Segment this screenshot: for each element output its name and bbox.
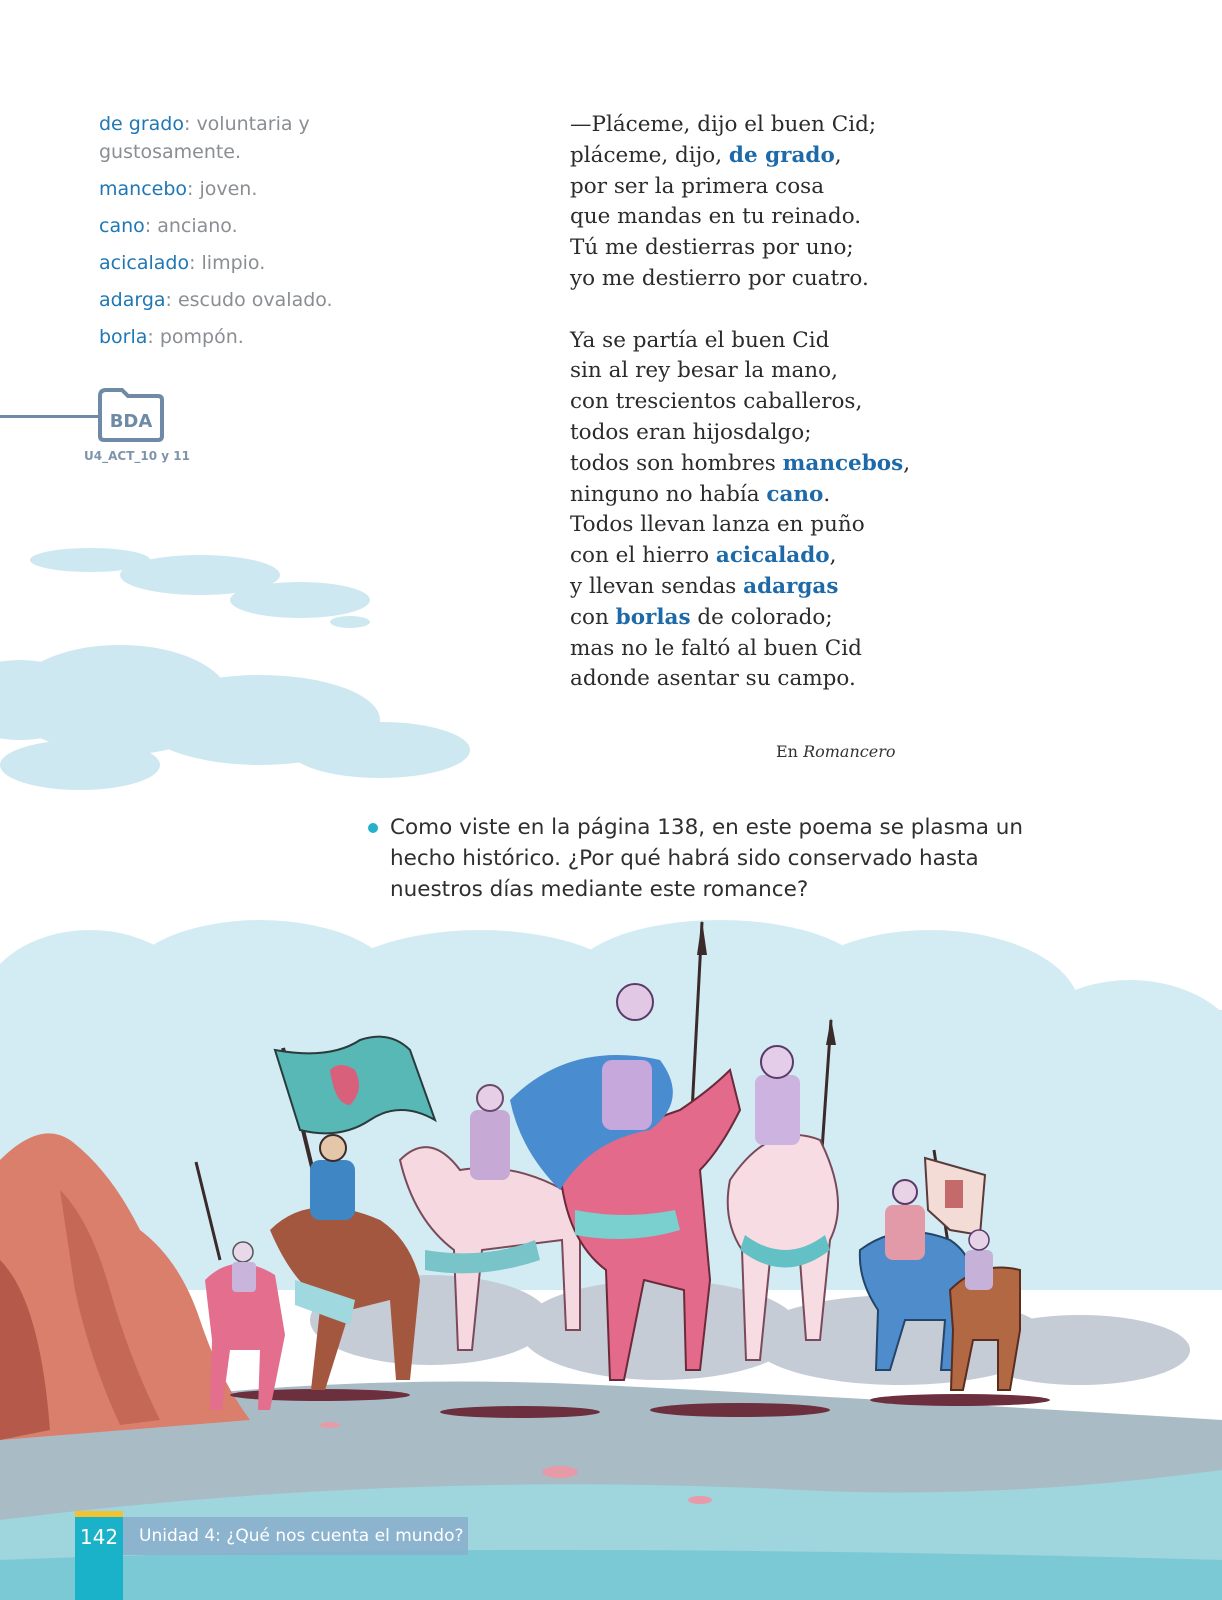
- cloud-upper-left: [30, 548, 370, 628]
- bda-connector-line: [0, 415, 100, 418]
- verse-line: [570, 603, 990, 634]
- glossary: [99, 110, 389, 360]
- glossary-definition: : escudo ovalado.: [165, 289, 333, 311]
- glossary-highlight: cano: [766, 481, 824, 507]
- bda-label: BDA: [109, 411, 153, 432]
- glossary-term: adarga: [99, 289, 166, 311]
- glossary-definition: : anciano.: [144, 215, 238, 237]
- verse-line: [570, 141, 990, 172]
- bullet-icon: [368, 823, 378, 833]
- verse-line: mas no le faltó al buen Cid: [570, 635, 862, 661]
- glossary-item: [99, 286, 389, 314]
- glossary-item: [99, 212, 389, 240]
- poem-source: [776, 742, 895, 761]
- verse-line: por ser la primera cosa: [570, 173, 825, 199]
- verse-line: con trescientos caballeros,: [570, 389, 863, 415]
- glossary-definition: : joven.: [187, 178, 258, 200]
- verse-line: Ya se partía el buen Cid: [570, 327, 830, 353]
- glossary-term: mancebo: [99, 178, 188, 200]
- verse-text: con el hierro: [570, 543, 716, 569]
- glossary-definition: : voluntaria y gustosamente.: [99, 113, 310, 163]
- bda-folder-icon[interactable]: [96, 386, 166, 444]
- verse-text: todos son hombres: [570, 450, 783, 476]
- glossary-highlight: mancebos: [782, 450, 904, 476]
- page-number: 142: [75, 1511, 123, 1600]
- source-prefix: En: [776, 742, 804, 761]
- verse-line: [570, 572, 990, 603]
- verse-text: de colorado;: [690, 604, 833, 630]
- poem-stanza-2: [570, 326, 990, 696]
- verse-line: Tú me destierras por uno;: [570, 235, 854, 261]
- verse-line: [570, 449, 990, 480]
- question-text: Como viste en la página 138, en este poema se plasma un hecho histórico. ¿Por qué habrá sido conservado hasta nuestros días mediante este romance?: [390, 815, 1024, 902]
- verse-line: que mandas en tu reinado.: [570, 204, 862, 230]
- bda-code: U4_ACT_10 y 11: [84, 449, 190, 463]
- glossary-item: [99, 175, 389, 203]
- glossary-highlight: adargas: [743, 573, 839, 599]
- ground-teal: [0, 1550, 1222, 1600]
- verse-text: ninguno no había: [570, 481, 767, 507]
- verse-text: ,: [834, 142, 842, 168]
- poem-stanza-1: [570, 110, 990, 295]
- cloud-mid-left: [0, 645, 470, 790]
- verse-line: —Pláceme, dijo el buen Cid;: [570, 112, 877, 137]
- activity-question: [368, 812, 1068, 905]
- glossary-definition: : limpio.: [189, 252, 266, 274]
- source-title: Romancero: [803, 742, 896, 761]
- verse-text: ,: [903, 450, 911, 476]
- verse-text: y llevan sendas: [570, 573, 744, 599]
- verse-line: [570, 541, 990, 572]
- glossary-highlight: borlas: [615, 604, 691, 630]
- poem: [570, 110, 990, 695]
- verse-line: Todos llevan lanza en puño: [570, 512, 865, 538]
- unit-title: Unidad 4: ¿Qué nos cuenta el mundo?: [123, 1517, 468, 1555]
- glossary-item: [99, 110, 389, 166]
- verse-text: con: [570, 604, 616, 630]
- glossary-term: cano: [99, 215, 145, 237]
- verse-line: [570, 480, 990, 511]
- glossary-term: de grado: [99, 113, 184, 135]
- verse-text: .: [823, 481, 831, 507]
- glossary-term: borla: [99, 326, 148, 348]
- verse-text: pláceme, dijo,: [570, 142, 729, 168]
- verse-line: adonde asentar su campo.: [570, 666, 856, 692]
- glossary-highlight: acicalado: [715, 543, 830, 569]
- verse-line: sin al rey besar la mano,: [570, 358, 838, 384]
- glossary-item: [99, 249, 389, 277]
- glossary-term: acicalado: [99, 252, 190, 274]
- verse-line: todos eran hijosdalgo;: [570, 419, 812, 445]
- stanza-gap: [570, 295, 990, 326]
- glossary-highlight: de grado: [728, 142, 835, 168]
- glossary-definition: : pompón.: [147, 326, 244, 348]
- glossary-item: [99, 323, 389, 351]
- verse-line: yo me destierro por cuatro.: [570, 265, 869, 291]
- verse-text: ,: [829, 543, 837, 569]
